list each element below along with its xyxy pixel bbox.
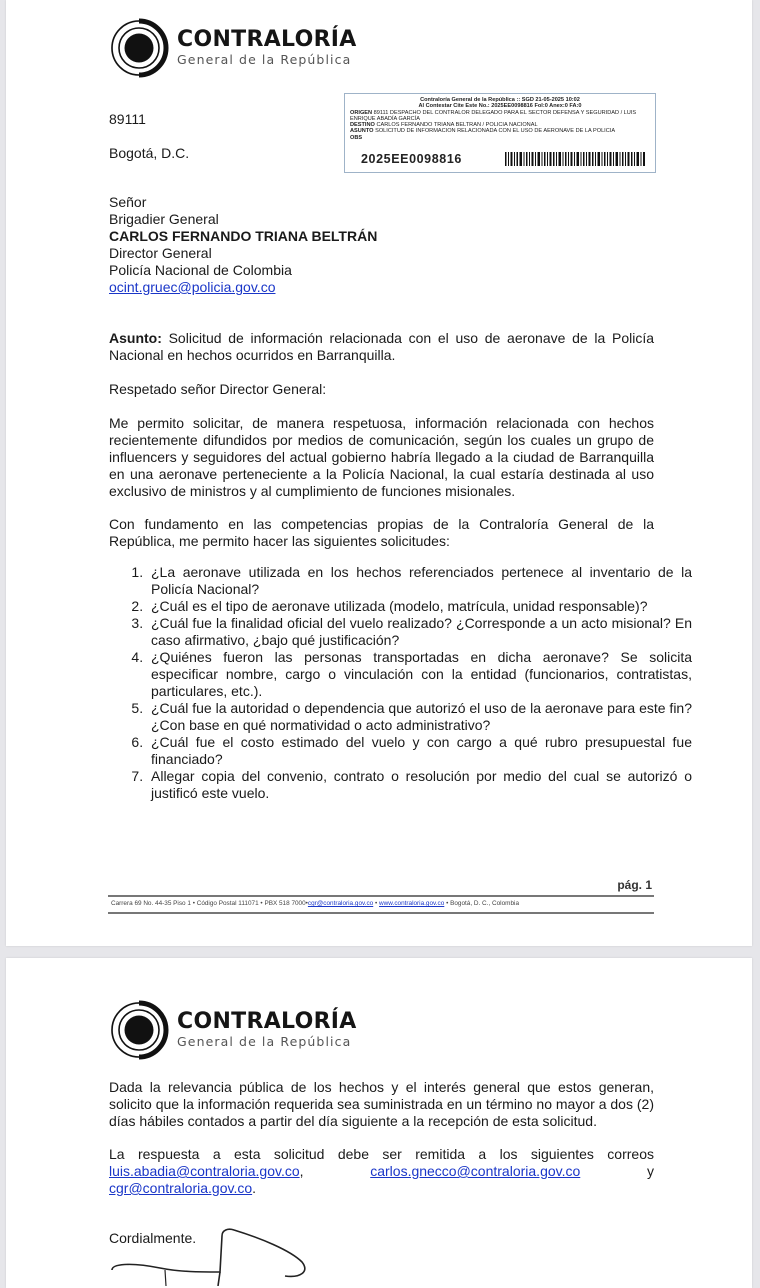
stamp-line-1: Contraloría General de la República :: SGD 21-05-2025 10:02 — [420, 97, 580, 103]
recipient-rank: Brigadier General — [109, 211, 219, 227]
email-link-gnecco[interactable]: carlos.gnecco@contraloria.gov.co — [370, 1163, 581, 1179]
stamp-obs-label: OBS — [350, 134, 363, 141]
requests-list — [109, 564, 692, 802]
conjunction: y — [646, 1163, 654, 1179]
request-item: 2. ¿Cuál es el tipo de aeronave utilizada (modelo, matrícula, unidad responsable)? — [147, 598, 692, 615]
greeting: Respetado señor Director General: — [109, 381, 327, 397]
signature-icon — [110, 1226, 320, 1286]
email-link-abadia[interactable]: luis.abadia@contraloria.gov.co — [109, 1163, 300, 1179]
filing-stamp — [344, 93, 656, 173]
email-link-cgr[interactable]: cgr@contraloria.gov.co — [109, 1180, 253, 1196]
stamp-origen-label: ORIGEN — [350, 109, 373, 116]
recipient-block — [109, 194, 377, 296]
contraloria-logo — [109, 1000, 357, 1060]
barcode-icon — [505, 152, 645, 166]
office-code: 89111 — [109, 111, 146, 127]
contraloria-emblem-icon — [109, 18, 169, 78]
stamp-origen-row — [350, 110, 650, 123]
period: . — [252, 1180, 257, 1196]
request-item: 4. ¿Quiénes fueron las personas transportadas en dicha aeronave? Se solicita especificar nombre, cargo o vinculación con la entidad (funcionarios, contratistas, particulares, etc.). — [147, 649, 692, 700]
stamp-asunto-value: SOLICITUD DE INFORMACIÓN RELACIONADA CON EL USO DE AERONAVE DE LA POLICÍA — [375, 128, 616, 135]
recipient-email-link[interactable]: ocint.gruec@policia.gov.co — [109, 279, 276, 295]
stamp-destino-label: DESTINO — [350, 122, 375, 129]
footer-address-text: Carrera 69 No. 44-35 Piso 1 • Código Postal 111071 • PBX 518 7000• — [111, 900, 308, 907]
request-item: 6. ¿Cuál fue el costo estimado del vuelo y con cargo a qué rubro presupuestal fue financiado? — [147, 734, 692, 768]
logo-title: CONTRALORÍA — [177, 1009, 357, 1035]
footer-address — [111, 900, 519, 907]
footer-divider-top — [108, 895, 654, 897]
paragraph-context: Me permito solicitar, de manera respetuosa, información relacionada con hechos recientemente difundidos por medios de comunicación, según los cuales un grupo de influencers y seguidores del actual gobierno habría llegado a la ciudad de Barranquilla en una aeronave perteneciente a la Policía Nacional, la cual estaría destinada al uso exclusivo de ministros y al cumplimiento de funciones misionales. — [109, 415, 654, 499]
footer-website-link[interactable]: www.contraloria.gov.co — [379, 900, 445, 907]
paragraph-deadline: Dada la relevancia pública de los hechos y el interés general que estos generan, solicito que la información requerida sea suministrada en un término no mayor a dos (2) días hábiles contados a partir del día siguiente a la recepción de esta solicitud. — [109, 1079, 654, 1129]
subject-line — [109, 330, 654, 364]
subject-text: Solicitud de información relacionada con el uso de aeronave de la Policía Nacional en hechos ocurridos en Barranquilla. — [109, 330, 654, 363]
footer-separator: • — [373, 900, 380, 907]
response-intro: La respuesta a esta solicitud debe ser remitida a los siguientes correos — [109, 1146, 654, 1162]
paragraph-response-emails — [109, 1146, 654, 1197]
document-page-1 — [6, 0, 752, 946]
response-emails-row — [109, 1163, 654, 1180]
radicado-number: 2025EE0098816 — [361, 152, 462, 166]
paragraph-competencies: Con fundamento en las competencias propias de la Contraloría General de la República, me permito hacer las siguientes solicitudes: — [109, 516, 654, 549]
footer-city: • Bogotá, D. C., Colombia — [444, 900, 519, 907]
contraloria-logo — [109, 18, 357, 78]
request-item: 5. ¿Cuál fue la autoridad o dependencia que autorizó el uso de la aeronave para este fin? ¿Con base en qué normatividad o acto administrativo? — [147, 700, 692, 734]
contraloria-emblem-icon — [109, 1000, 169, 1060]
page-number: pág. 1 — [617, 878, 652, 892]
stamp-asunto-label: ASUNTO — [350, 128, 374, 135]
stamp-destino-value: CARLOS FERNANDO TRIANA BELTRÁN / POLICÍA NACIONAL — [376, 122, 538, 129]
request-item: 1. ¿La aeronave utilizada en los hechos referenciados pertenece al inventario de la Policía Nacional? — [147, 564, 692, 598]
recipient-salutation: Señor — [109, 194, 147, 210]
comma: , — [299, 1163, 304, 1179]
subject-label: Asunto: — [109, 330, 162, 346]
logo-title: CONTRALORÍA — [177, 27, 357, 53]
logo-subtitle: General de la República — [177, 1034, 352, 1050]
footer-divider-bottom — [108, 912, 654, 914]
recipient-position: Director General — [109, 245, 212, 261]
stamp-origen-value: 89111 DESPACHO DEL CONTRALOR DELEGADO PARA EL SECTOR DEFENSA Y SEGURIDAD / LUIS ENRIQUE ABADÍA GARCÍA — [350, 109, 637, 122]
recipient-institution: Policía Nacional de Colombia — [109, 262, 292, 278]
footer-email-link[interactable]: cgr@contraloria.gov.co — [307, 900, 374, 907]
logo-subtitle: General de la República — [177, 52, 352, 68]
recipient-name: CARLOS FERNANDO TRIANA BELTRÁN — [109, 228, 378, 244]
city-date: Bogotá, D.C. — [109, 145, 190, 161]
stamp-line-2: Al Contestar Cite Este No.: 2025EE0098816 Fol:0 Anex:0 FA:0 — [418, 103, 582, 110]
closing: Cordialmente. — [109, 1230, 197, 1246]
request-item: 7. Allegar copia del convenio, contrato o resolución por medio del cual se autorizó o justificó este vuelo. — [147, 768, 692, 802]
request-item: 3. ¿Cuál fue la finalidad oficial del vuelo realizado? ¿Corresponde a un acto misional? En caso afirmativo, ¿bajo qué justificación? — [147, 615, 692, 649]
